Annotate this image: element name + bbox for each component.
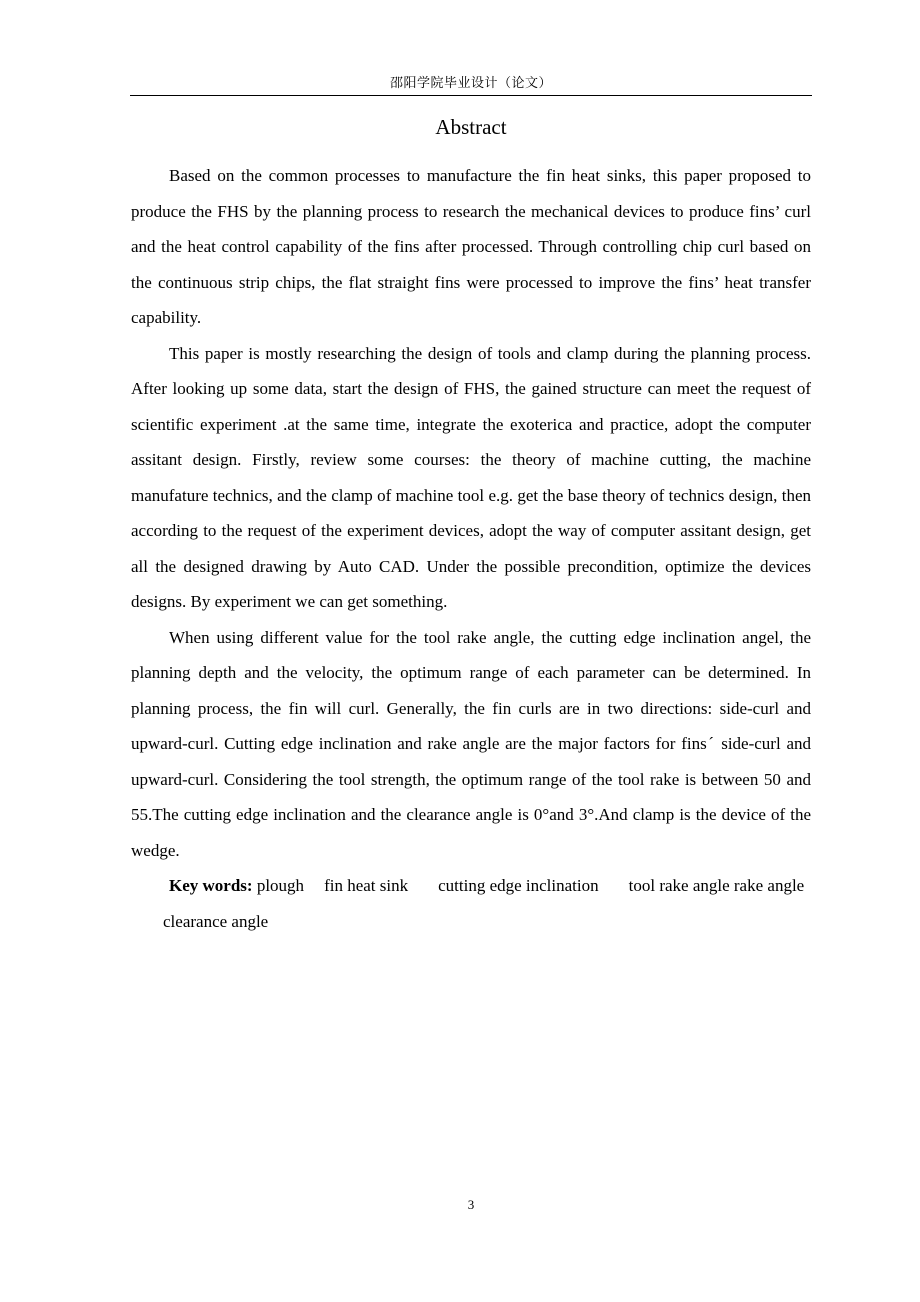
keywords-line bbox=[131, 868, 811, 939]
keyword-item: tool rake angle bbox=[628, 876, 730, 895]
page-number: 3 bbox=[467, 1197, 475, 1212]
abstract-paragraph-3: When using different value for the tool rake angle, the cutting edge inclination angel, the planning depth and the velocity, the optimum range of each parameter can be determined. In planning process, the fin will curl. Generally, the fin curls are in two directions: side-curl and upward-curl. Cutting edge inclination and rake angle are the major factors for finsˊ side-curl and upward-curl. Considering the tool strength, the optimum range of the tool rake is between 50 and 55.The cutting edge inclination and the clearance angle is 0°and 3°.And clamp is the device of the wedge. bbox=[131, 627, 811, 860]
abstract-title: Abstract bbox=[435, 115, 507, 139]
keyword-item: clearance angle bbox=[163, 911, 269, 931]
running-header: 邵阳学院毕业设计（论文） bbox=[389, 76, 552, 91]
keyword-item: plough bbox=[256, 876, 305, 895]
abstract-paragraph-1: Based on the common processes to manufacture the fin heat sinks, this paper proposed to produce the FHS by the planning process to research the mechanical devices to produce fins’ curl and the heat control capability of the fins after processed. Through controlling chip curl based on the continuous strip chips, the flat straight fins were processed to improve the fins’ heat transfer capability. bbox=[131, 166, 811, 327]
keyword-item: fin heat sink bbox=[324, 876, 409, 895]
keywords-label: Key words: bbox=[169, 876, 253, 895]
abstract-body bbox=[131, 158, 811, 939]
abstract-paragraph-2: This paper is mostly researching the design of tools and clamp during the planning process. After looking up some data, start the design of FHS, the gained structure can meet the request of scientific experiment .at the same time, integrate the exoterica and practice, adopt the computer assitant design. Firstly, review some courses: the theory of machine cutting, the machine manufature technics, and the clamp of machine tool e.g. get the base theory of technics design, then according to the request of the experiment devices, adopt the way of computer assitant design, get all the designed drawing by Auto CAD. Under the possible precondition, optimize the devices designs. By experiment we can get something. bbox=[131, 343, 811, 611]
keyword-item: rake angle bbox=[733, 876, 805, 895]
header-rule bbox=[130, 95, 812, 96]
keyword-item: cutting edge inclination bbox=[438, 876, 599, 895]
